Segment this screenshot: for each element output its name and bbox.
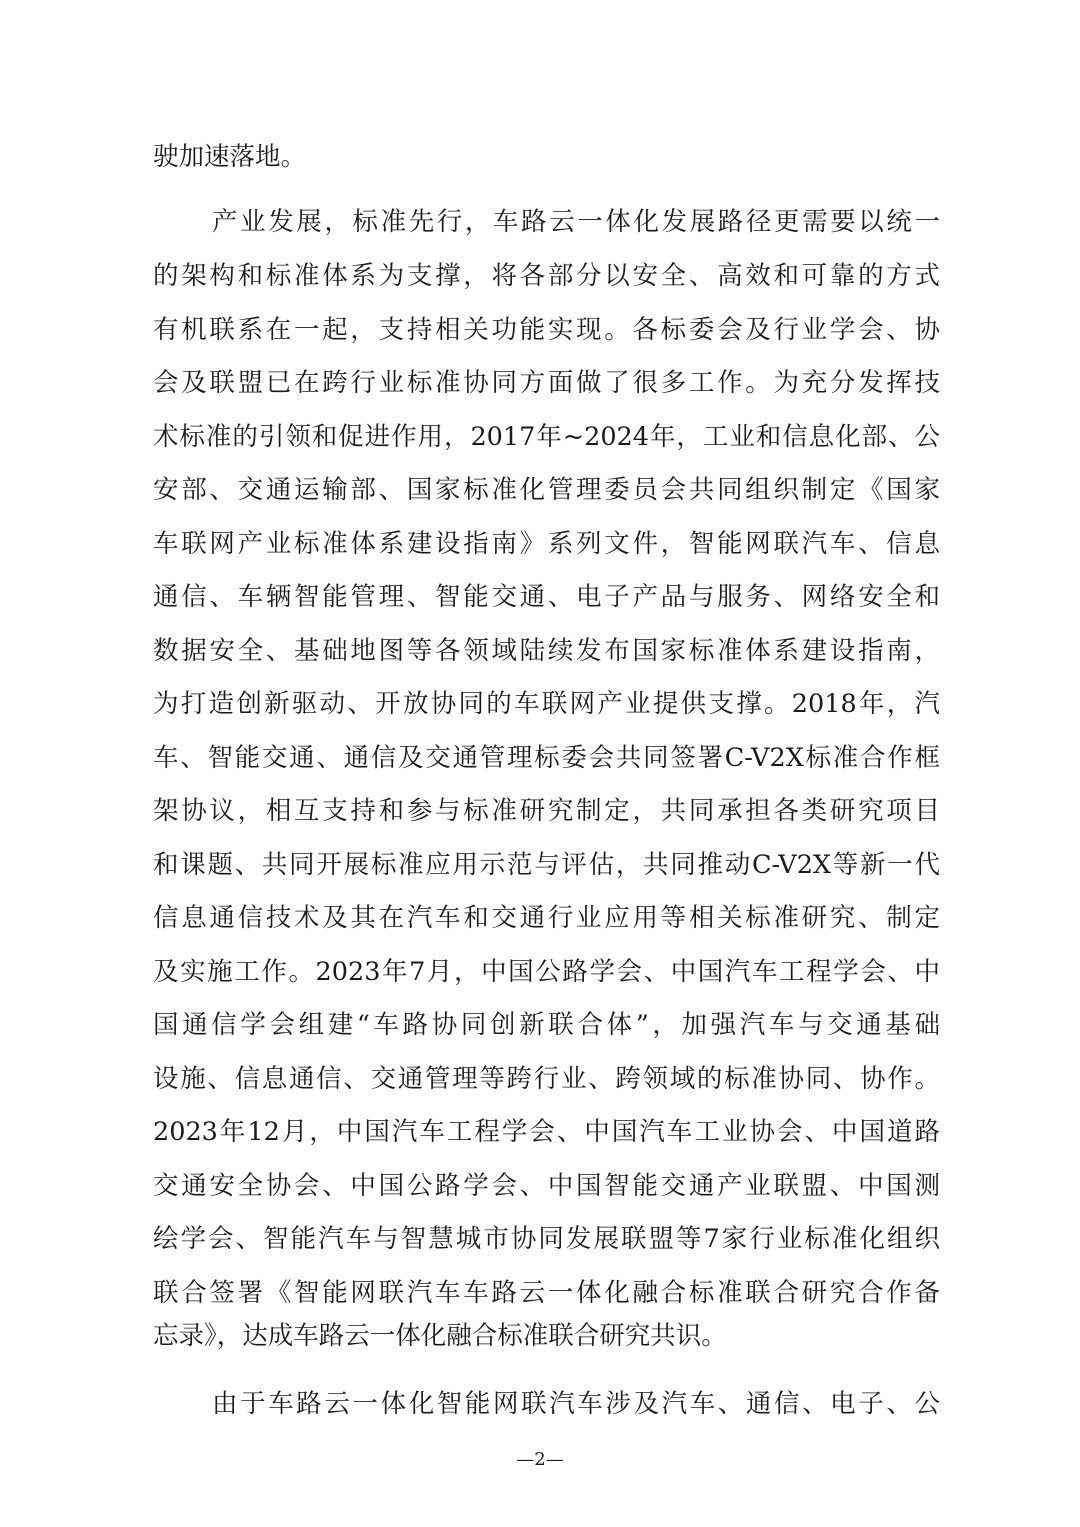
paragraph-line: 设施、信息通信、交通管理等跨行业、跨领域的标准协同、协作。 [153, 1064, 940, 1094]
paragraph-line: 通信、车辆智能管理、智能交通、电子产品与服务、网络安全和 [153, 582, 940, 612]
paragraph-line: 产业发展，标准先行，车路云一体化发展路径更需要以统一 [212, 207, 940, 237]
paragraph-line: 由于车路云一体化智能网联汽车涉及汽车、通信、电子、公 [212, 1389, 940, 1419]
paragraph-line: 及实施工作。2023年7月，中国公路学会、中国汽车工程学会、中 [153, 957, 940, 987]
paragraph-line: 联合签署《智能网联汽车车路云一体化融合标准联合研究合作备 [153, 1278, 940, 1308]
page-number: —2— [516, 1449, 564, 1470]
paragraph-line: 和课题、共同开展标准应用示范与评估，共同推动C-V2X等新一代 [153, 850, 940, 880]
paragraph-line: 会及联盟已在跨行业标准协同方面做了很多工作。为充分发挥技 [153, 368, 940, 398]
paragraph-line: 有机联系在一起，支持相关功能实现。各标委会及行业学会、协 [153, 315, 940, 345]
paragraph-line: 架协议，相互支持和参与标准研究制定，共同承担各类研究项目 [153, 796, 940, 826]
paragraph-line: 安部、交通运输部、国家标准化管理委员会共同组织制定《国家 [153, 475, 940, 505]
paragraph-line: 2023年12月，中国汽车工程学会、中国汽车工业协会、中国道路 [153, 1117, 940, 1147]
paragraph-line: 国通信学会组建“车路协同创新联合体”，加强汽车与交通基础 [153, 1010, 940, 1040]
paragraph-line: 车、智能交通、通信及交通管理标委会共同签署C-V2X标准合作框 [153, 743, 940, 773]
paragraph-line: 信息通信技术及其在汽车和交通行业应用等相关标准研究、制定 [153, 903, 940, 933]
paragraph-line: 驶加速落地。 [153, 142, 307, 172]
paragraph-line: 绘学会、智能汽车与智慧城市协同发展联盟等7家行业标准化组织 [153, 1224, 940, 1254]
paragraph-line: 的架构和标准体系为支撑，将各部分以安全、高效和可靠的方式 [153, 261, 940, 291]
paragraph-line: 数据安全、基础地图等各领域陆续发布国家标准体系建设指南， [153, 636, 940, 666]
paragraph-line: 为打造创新驱动、开放协同的车联网产业提供支撑。2018年，汽 [153, 689, 940, 719]
paragraph-line: 术标准的引领和促进作用，2017年~2024年，工业和信息化部、公 [153, 422, 940, 452]
paragraph-line: 交通安全协会、中国公路学会、中国智能交通产业联盟、中国测 [153, 1171, 940, 1201]
paragraph-line: 车联网产业标准体系建设指南》系列文件，智能网联汽车、信息 [153, 529, 940, 559]
paragraph-line: 忘录》，达成车路云一体化融合标准联合研究共识。 [153, 1321, 727, 1351]
